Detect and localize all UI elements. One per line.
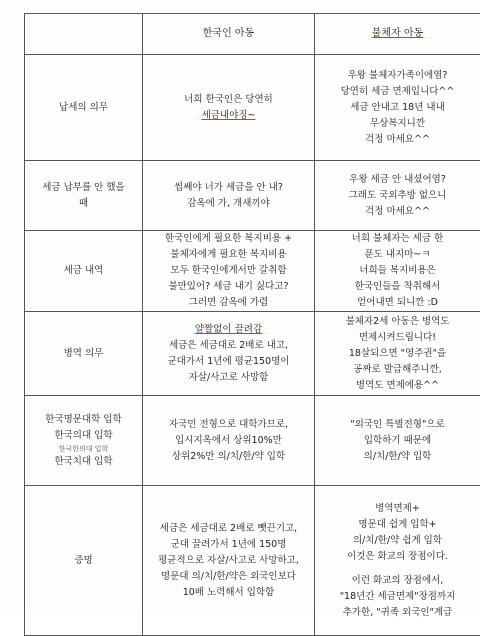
- row-label: 병역 의무: [25, 312, 143, 396]
- illegal-cell: 불체자2세 아동은 병역도 면제시켜드립니다! 18살되으면 "영주권"을 공짜로 발급해주니깐, 병역도 면제에용^^: [315, 312, 480, 396]
- row-label: 납세의 의무: [25, 55, 143, 161]
- comparison-table: [24, 13, 480, 636]
- row-label: 세금 납부를 안 했을 때: [25, 161, 143, 231]
- row-tax-details: [25, 231, 480, 312]
- illegal-cell: 우왕 세금 안 내셨어염? 그래도 국외추방 없으니 걱정 마세요^^: [315, 161, 480, 231]
- header-illegal-child: [315, 14, 480, 55]
- row-tax-duty: [25, 55, 480, 161]
- illegal-cell: 우왕 불체자가족이에염? 당연히 세금 면제입니다^^ 세금 안내고 18년 내내 무상복지니깐 걱정 마세요^^: [315, 55, 480, 161]
- korean-cell: 한국인에게 필요한 복지비용 + 불체자에게 필요한 복지비용 모두 한국인에게서만 갈취함 불만있어? 세금 내기 싫다고? 그러면 감옥에 가렴: [143, 231, 315, 312]
- illegal-cell: 병역면제+ 명문대 쉽게 입학+ 의/치/한/약 쉽게 입학 이것은 화교의 장점이다. 이런 화교의 장점에서, "18년간 세금면제"장점까지 추가한, "귀족 외국인"계급: [315, 486, 480, 636]
- row-label: 한국명문대학 입학 한국의대 입학 한국한의대 입학 한국치대 입학: [25, 396, 143, 486]
- header-illegal-text: 불체자 아동: [372, 28, 423, 39]
- korean-cell: 세금은 세금대로 2배로 뺏끈기고, 군대 끌려가서 1년에 150명 평균적으로 자살/사고로 사망하고, 명문대 의/치/한/약은 외국인보다 10배 노력해서 입학함: [143, 486, 315, 636]
- korean-cell: 얄짤없이 끌려감 세금은 세금대로 2배로 내고, 군대가서 1년에 평균150명이 자살/사고로 사망함: [143, 312, 315, 396]
- row-university-admission: [25, 396, 480, 486]
- korean-cell: 씹쌔야 너가 세금을 안 내? 감옥에 가, 개새끼야: [143, 161, 315, 231]
- row-label: 증명: [25, 486, 143, 636]
- illegal-cell: 너희 불체자는 세금 한 푼도 내지마~ㅋ 너희들 복지비용은 한국인들을 착취해서 얻어내면 되니깐 :D: [315, 231, 480, 312]
- row-tax-unpaid: [25, 161, 480, 231]
- header-korean-child: 한국인 아동: [143, 14, 315, 55]
- table-header-row: [25, 14, 480, 55]
- korean-cell: 자국민 전형으로 대학가므로, 입시지옥에서 상위10%만 상위2%만 의/치/한/약 입학: [143, 396, 315, 486]
- row-proof: [25, 486, 480, 636]
- row-military-duty: [25, 312, 480, 396]
- header-blank-cell: [25, 14, 143, 55]
- row-label: 세금 내역: [25, 231, 143, 312]
- korean-cell: 너희 한국인은 당연히 세금내야징~: [143, 55, 315, 161]
- illegal-cell: "외국인 특별전형"으로 입학하기 때문에 의/치/한/약 입학: [315, 396, 480, 486]
